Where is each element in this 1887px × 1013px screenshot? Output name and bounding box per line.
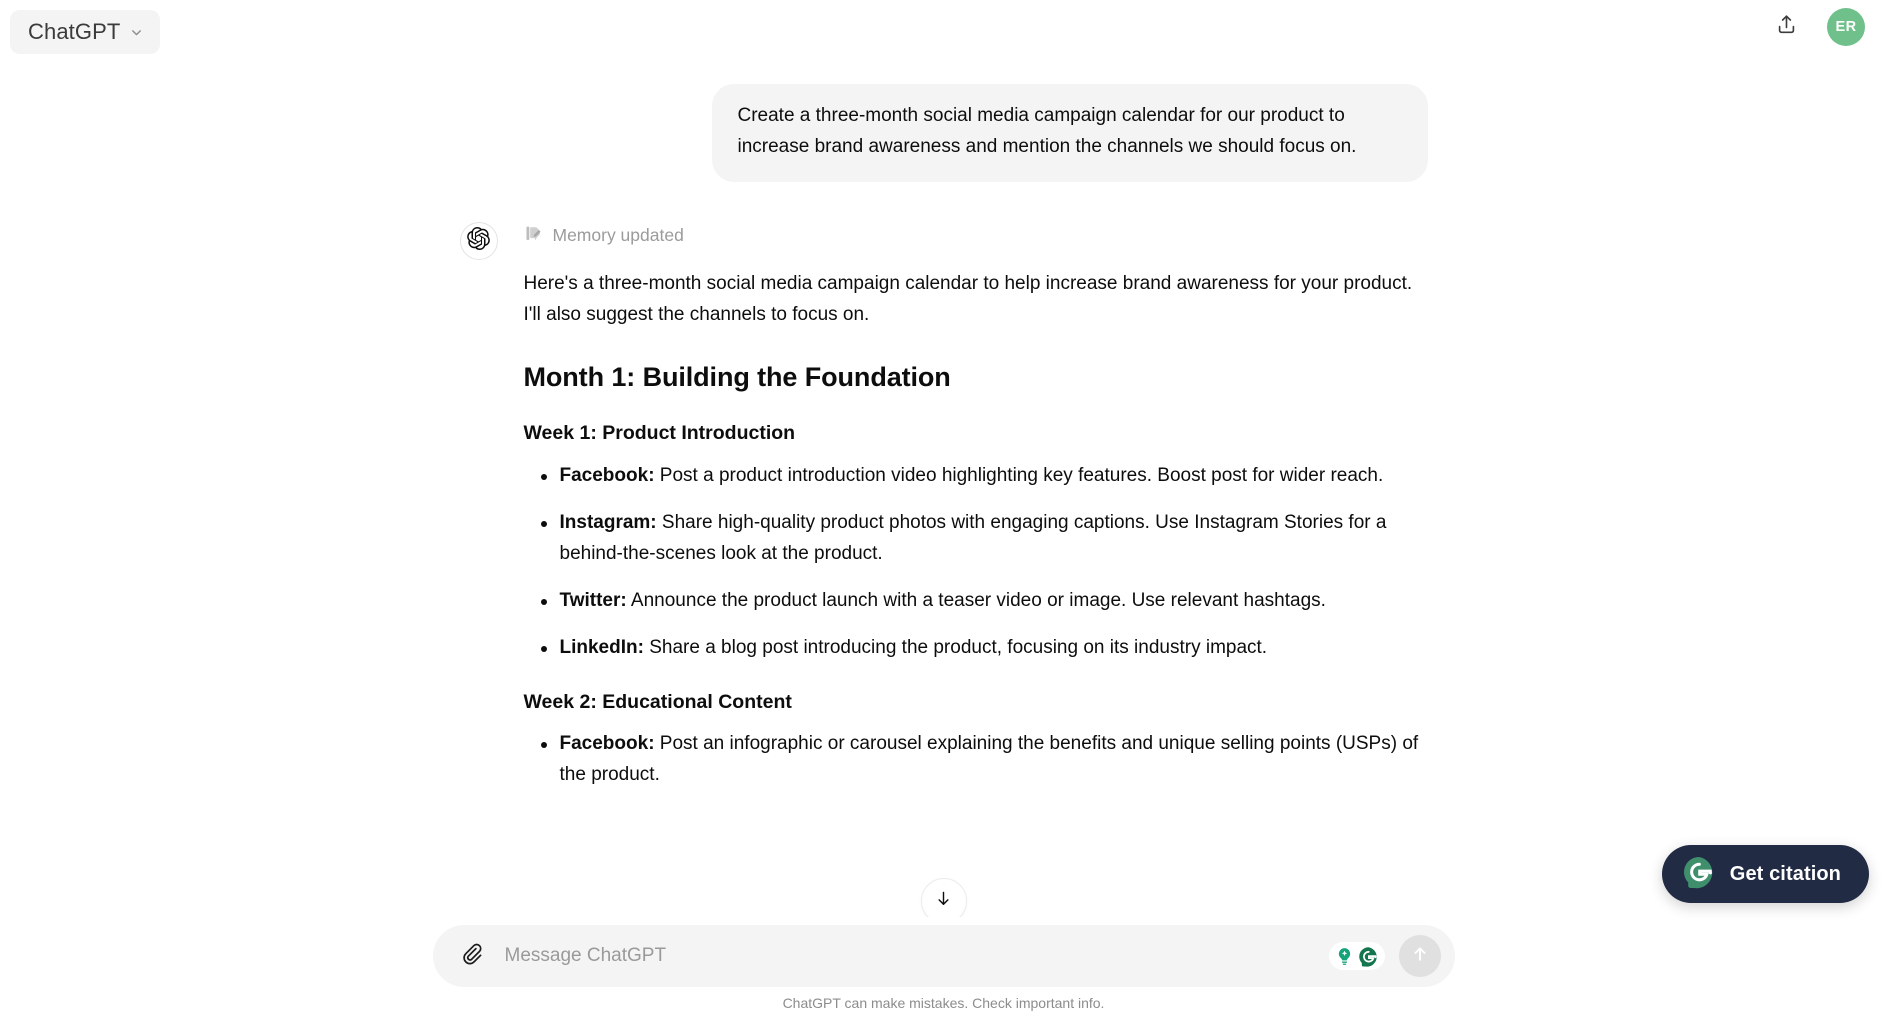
user-avatar[interactable] (1827, 8, 1865, 46)
grammarly-g-icon[interactable] (1358, 945, 1380, 967)
model-selector-button[interactable] (10, 10, 160, 54)
avatar-initials: ER (1835, 19, 1857, 35)
lightbulb-idea-icon[interactable] (1334, 945, 1356, 967)
subsection-heading-week-1: Week 1: Product Introduction (523, 422, 796, 445)
send-message-button[interactable] (1399, 935, 1441, 977)
assistant-message-row (460, 220, 1428, 807)
composer-extensions-pill[interactable] (1329, 942, 1385, 970)
channel-description: Share a blog post introducing the product, focusing on its industry impact. (643, 636, 1268, 658)
conversation-thread[interactable] (0, 68, 1887, 923)
model-selector-label: ChatGPT (28, 19, 121, 44)
channel-description: Announce the product launch with a teaser video or image. Use relevant hashtags. (626, 589, 1326, 611)
list-item (524, 729, 1428, 791)
assistant-intro-paragraph: Here's a three-month social media campaign calendar to help increase brand awareness for your product. I'll also suggest the channels to focus on. (523, 272, 1413, 325)
assistant-message-body (524, 220, 1428, 807)
user-message-bubble: Create a three-month social media campaign calendar for our product to increase brand awareness and mention the channels we should focus on. (712, 84, 1428, 182)
message-input[interactable] (489, 936, 1329, 976)
channel-list-week-2 (524, 729, 1428, 791)
composer (433, 925, 1455, 987)
channel-name: Twitter: (559, 589, 627, 611)
top-bar (0, 0, 1887, 68)
chevron-down-icon (129, 25, 144, 40)
section-heading-month-1: Month 1: Building the Foundation (523, 362, 951, 393)
openai-logo-icon (467, 227, 490, 255)
grammarly-g-icon (1682, 855, 1716, 894)
disclaimer-text: ChatGPT can make mistakes. Check important info. (782, 995, 1105, 1011)
channel-description: Post a product introduction video highlighting key features. Boost post for wider reach. (654, 464, 1384, 486)
channel-name: Facebook: (559, 732, 655, 754)
memory-updated-label: Memory updated (552, 225, 684, 246)
list-item (524, 508, 1428, 570)
top-bar-actions (1767, 8, 1865, 46)
channel-list-week-1 (524, 461, 1428, 664)
channel-name: Facebook: (559, 464, 655, 486)
thread-inner (460, 68, 1428, 807)
list-item (524, 461, 1428, 492)
assistant-avatar (460, 222, 498, 260)
channel-name: Instagram: (559, 511, 657, 533)
get-citation-button[interactable] (1662, 845, 1869, 903)
memory-updated-icon (524, 224, 543, 248)
share-upload-icon (1775, 13, 1798, 41)
list-item (524, 586, 1428, 617)
share-upload-button[interactable] (1767, 8, 1805, 46)
arrow-down-icon (934, 889, 953, 913)
paperclip-icon (460, 942, 484, 971)
attach-file-button[interactable] (455, 939, 489, 973)
channel-description: Post an infographic or carousel explaining the benefits and unique selling points (USPs) of the product. (559, 732, 1419, 785)
arrow-up-icon (1410, 944, 1430, 969)
channel-description: Share high-quality product photos with engaging captions. Use Instagram Stories for a behind-the-scenes look at the product. (559, 511, 1387, 564)
list-item (524, 633, 1428, 664)
get-citation-label: Get citation (1729, 862, 1841, 885)
user-message-row (460, 84, 1428, 182)
memory-updated-chip (524, 224, 1428, 248)
subsection-heading-week-2: Week 2: Educational Content (523, 690, 792, 713)
composer-area (0, 917, 1887, 1013)
channel-name: LinkedIn: (559, 636, 644, 658)
